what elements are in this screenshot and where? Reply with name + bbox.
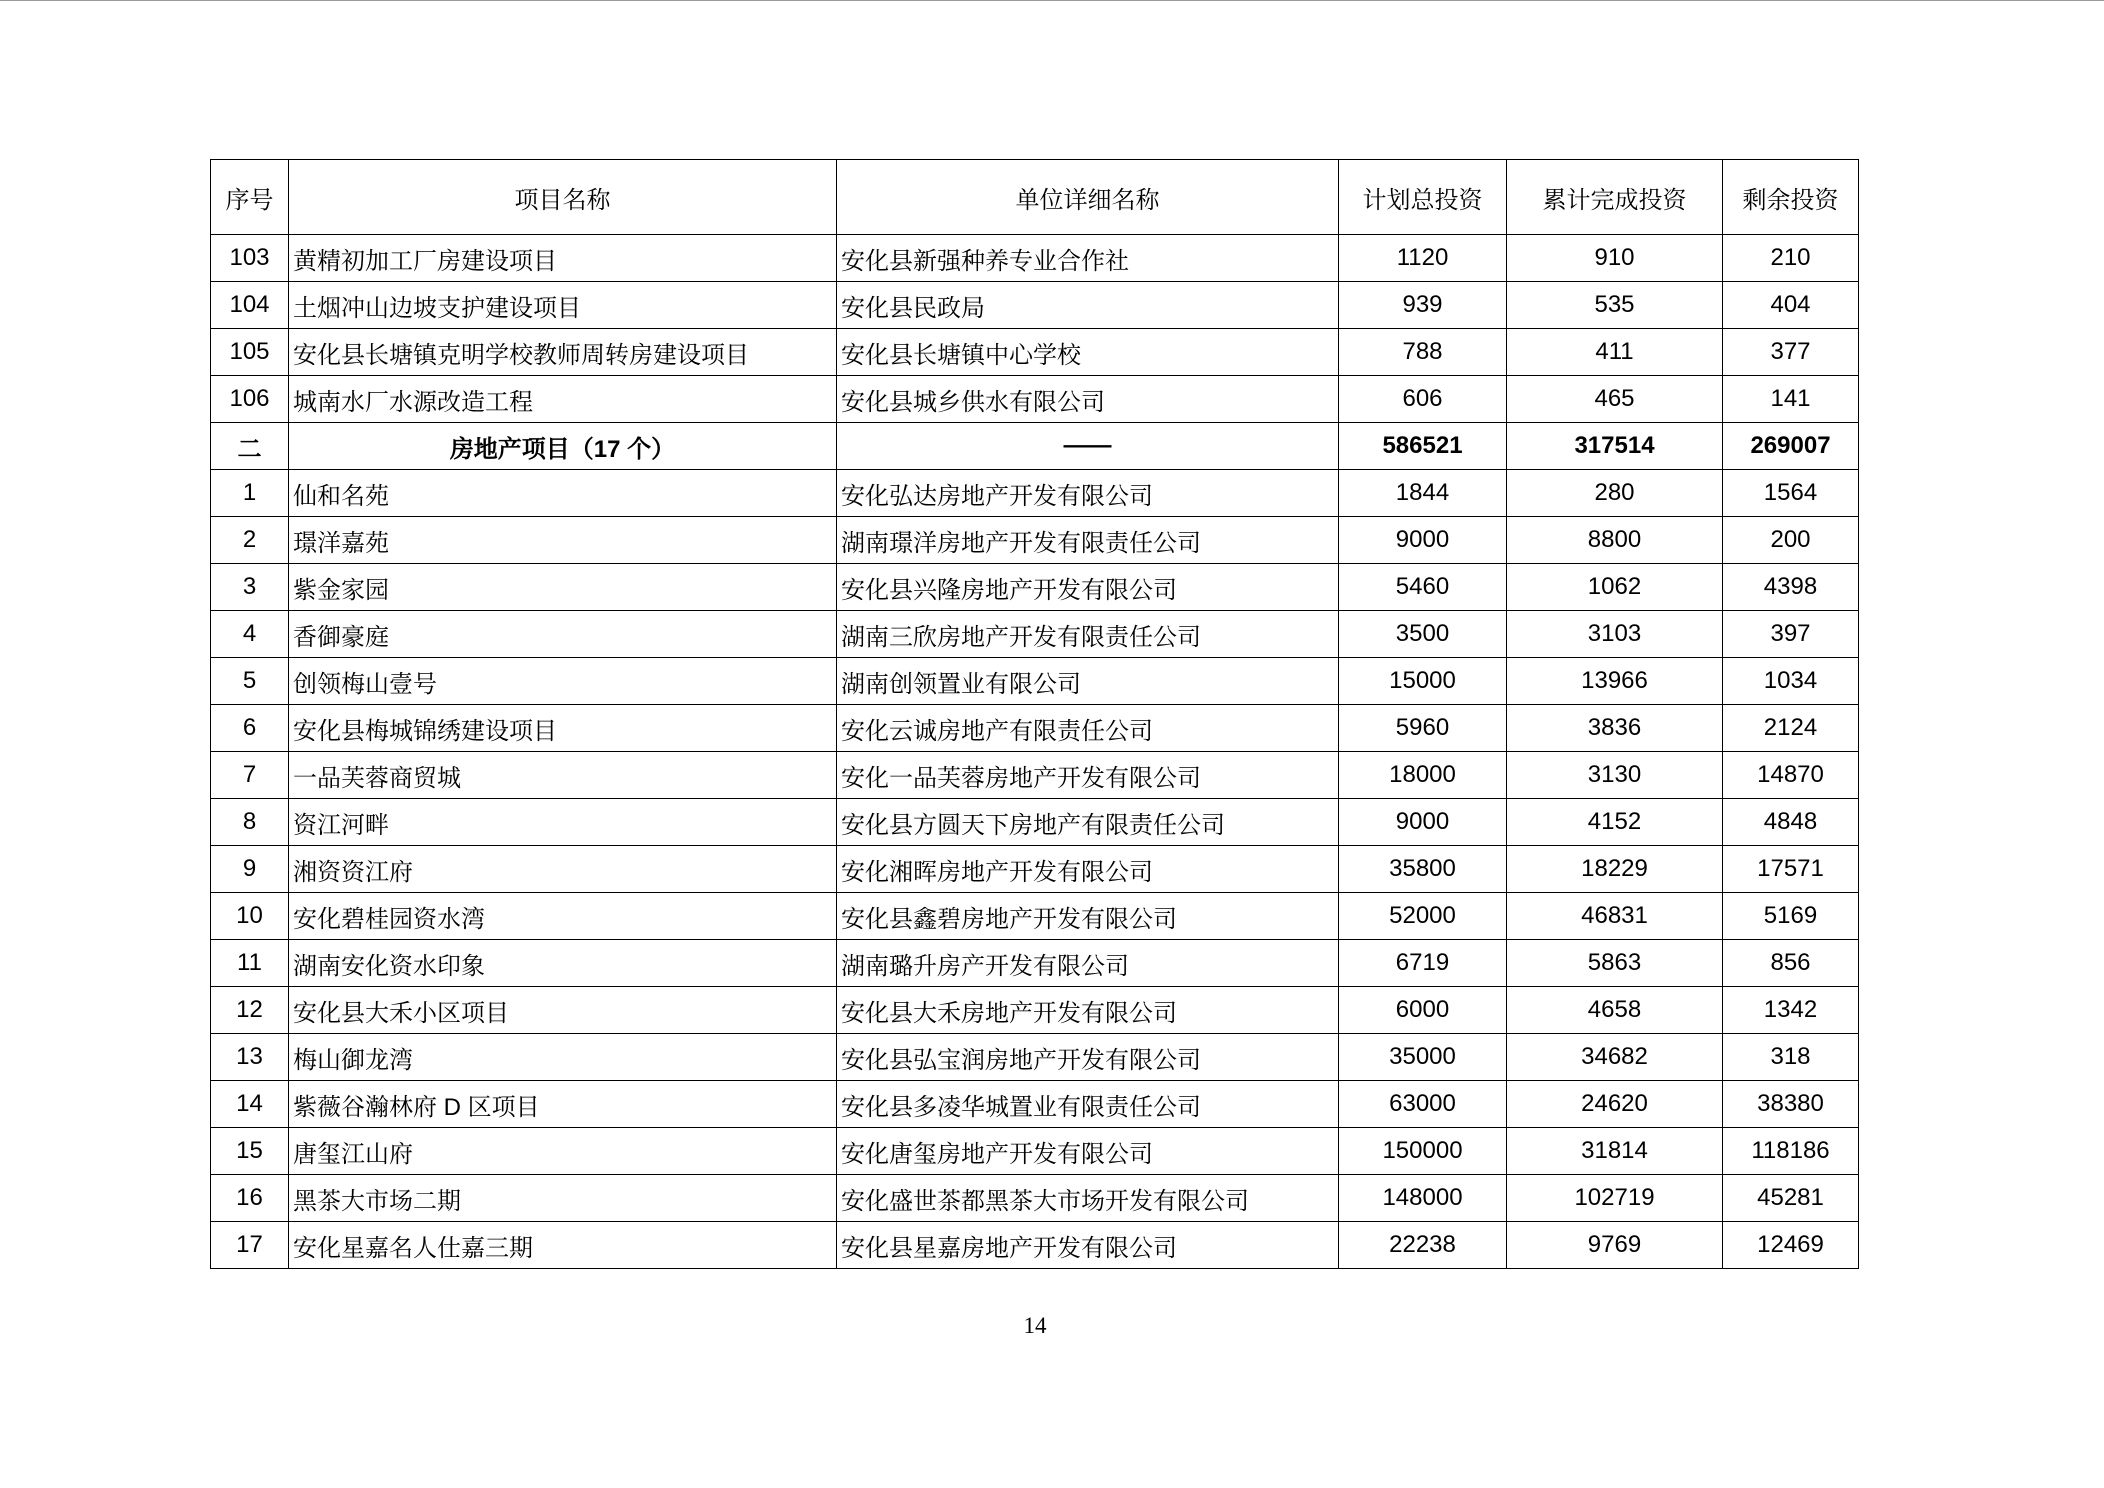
cell-unit-name: 安化弘达房地产开发有限公司: [837, 470, 1339, 517]
cell-unit-name: 安化盛世茶都黑茶大市场开发有限公司: [837, 1175, 1339, 1222]
table-row: [211, 1222, 1859, 1269]
cell-project-name: 湘资资江府: [289, 846, 837, 893]
cell-project-name: 房地产项目（17 个）: [289, 423, 837, 470]
table-row: [211, 705, 1859, 752]
cell-unit-name: 湖南璐升房产开发有限公司: [837, 940, 1339, 987]
cell-no: 2: [211, 517, 289, 564]
cell-planned-investment: 9000: [1339, 799, 1507, 846]
cell-planned-investment: 5960: [1339, 705, 1507, 752]
table-row: [211, 846, 1859, 893]
cell-completed-investment: 3103: [1507, 611, 1723, 658]
cell-project-name: 湖南安化资水印象: [289, 940, 837, 987]
cell-unit-name: 湖南创领置业有限公司: [837, 658, 1339, 705]
cell-remaining-investment: 12469: [1723, 1222, 1859, 1269]
cell-planned-investment: 15000: [1339, 658, 1507, 705]
cell-planned-investment: 52000: [1339, 893, 1507, 940]
cell-remaining-investment: 269007: [1723, 423, 1859, 470]
cell-no: 103: [211, 235, 289, 282]
cell-no: 17: [211, 1222, 289, 1269]
cell-completed-investment: 465: [1507, 376, 1723, 423]
cell-unit-name: 安化县大禾房地产开发有限公司: [837, 987, 1339, 1034]
cell-planned-investment: 606: [1339, 376, 1507, 423]
header-planned-investment: 计划总投资: [1339, 160, 1507, 235]
cell-project-name: 紫金家园: [289, 564, 837, 611]
header-unit-name: 单位详细名称: [837, 160, 1339, 235]
cell-remaining-investment: 141: [1723, 376, 1859, 423]
cell-no: 13: [211, 1034, 289, 1081]
header-no: 序号: [211, 160, 289, 235]
table-header: [211, 160, 1859, 235]
cell-project-name: 黑茶大市场二期: [289, 1175, 837, 1222]
cell-completed-investment: 910: [1507, 235, 1723, 282]
cell-project-name: 资江河畔: [289, 799, 837, 846]
cell-unit-name: 湖南璟洋房地产开发有限责任公司: [837, 517, 1339, 564]
cell-unit-name: 安化县兴隆房地产开发有限公司: [837, 564, 1339, 611]
cell-completed-investment: 24620: [1507, 1081, 1723, 1128]
cell-planned-investment: 3500: [1339, 611, 1507, 658]
table-body: [211, 235, 1859, 1269]
cell-project-name: 土烟冲山边坡支护建设项目: [289, 282, 837, 329]
table-row: [211, 752, 1859, 799]
cell-planned-investment: 939: [1339, 282, 1507, 329]
cell-no: 5: [211, 658, 289, 705]
cell-project-name: 城南水厂水源改造工程: [289, 376, 837, 423]
cell-no: 12: [211, 987, 289, 1034]
cell-remaining-investment: 45281: [1723, 1175, 1859, 1222]
cell-no: 10: [211, 893, 289, 940]
cell-no: 3: [211, 564, 289, 611]
cell-planned-investment: 9000: [1339, 517, 1507, 564]
header-remaining-investment: 剩余投资: [1723, 160, 1859, 235]
cell-completed-investment: 317514: [1507, 423, 1723, 470]
table-row: [211, 893, 1859, 940]
header-project-name: 项目名称: [289, 160, 837, 235]
cell-no: 16: [211, 1175, 289, 1222]
table-row: [211, 517, 1859, 564]
cell-no: 7: [211, 752, 289, 799]
cell-unit-name: 安化唐玺房地产开发有限公司: [837, 1128, 1339, 1175]
cell-project-name: 璟洋嘉苑: [289, 517, 837, 564]
cell-unit-name: 安化湘晖房地产开发有限公司: [837, 846, 1339, 893]
cell-planned-investment: 1844: [1339, 470, 1507, 517]
cell-project-name: 创领梅山壹号: [289, 658, 837, 705]
cell-unit-name: 安化县鑫碧房地产开发有限公司: [837, 893, 1339, 940]
table-row: [211, 235, 1859, 282]
cell-remaining-investment: 5169: [1723, 893, 1859, 940]
cell-project-name: 黄精初加工厂房建设项目: [289, 235, 837, 282]
cell-completed-investment: 4152: [1507, 799, 1723, 846]
page-number: 14: [1023, 1313, 1047, 1338]
table-row: [211, 470, 1859, 517]
cell-unit-name: ——: [837, 423, 1339, 470]
table-row: [211, 564, 1859, 611]
cell-remaining-investment: 14870: [1723, 752, 1859, 799]
cell-project-name: 安化县长塘镇克明学校教师周转房建设项目: [289, 329, 837, 376]
cell-unit-name: 安化县长塘镇中心学校: [837, 329, 1339, 376]
cell-remaining-investment: 4848: [1723, 799, 1859, 846]
cell-unit-name: 安化县星嘉房地产开发有限公司: [837, 1222, 1339, 1269]
cell-no: 6: [211, 705, 289, 752]
cell-no: 106: [211, 376, 289, 423]
table-row: [211, 940, 1859, 987]
cell-remaining-investment: 1564: [1723, 470, 1859, 517]
cell-no: 11: [211, 940, 289, 987]
cell-planned-investment: 6000: [1339, 987, 1507, 1034]
cell-project-name: 安化县梅城锦绣建设项目: [289, 705, 837, 752]
cell-completed-investment: 3836: [1507, 705, 1723, 752]
cell-remaining-investment: 377: [1723, 329, 1859, 376]
investment-table: [210, 159, 1859, 1269]
cell-completed-investment: 46831: [1507, 893, 1723, 940]
cell-completed-investment: 102719: [1507, 1175, 1723, 1222]
cell-planned-investment: 586521: [1339, 423, 1507, 470]
cell-project-name: 安化星嘉名人仕嘉三期: [289, 1222, 837, 1269]
cell-planned-investment: 6719: [1339, 940, 1507, 987]
cell-remaining-investment: 210: [1723, 235, 1859, 282]
cell-project-name: 安化碧桂园资水湾: [289, 893, 837, 940]
cell-unit-name: 安化县多凌华城置业有限责任公司: [837, 1081, 1339, 1128]
cell-planned-investment: 1120: [1339, 235, 1507, 282]
cell-completed-investment: 411: [1507, 329, 1723, 376]
cell-remaining-investment: 856: [1723, 940, 1859, 987]
cell-project-name: 安化县大禾小区项目: [289, 987, 837, 1034]
cell-completed-investment: 5863: [1507, 940, 1723, 987]
cell-completed-investment: 9769: [1507, 1222, 1723, 1269]
section-header-row: [211, 423, 1859, 470]
cell-completed-investment: 18229: [1507, 846, 1723, 893]
table-row: [211, 376, 1859, 423]
cell-no: 104: [211, 282, 289, 329]
cell-project-name: 一品芙蓉商贸城: [289, 752, 837, 799]
cell-remaining-investment: 318: [1723, 1034, 1859, 1081]
cell-project-name: 紫薇谷瀚林府 D 区项目: [289, 1081, 837, 1128]
cell-planned-investment: 148000: [1339, 1175, 1507, 1222]
cell-completed-investment: 3130: [1507, 752, 1723, 799]
page-top-rule: [0, 0, 2104, 1]
cell-remaining-investment: 4398: [1723, 564, 1859, 611]
cell-planned-investment: 63000: [1339, 1081, 1507, 1128]
table-row: [211, 329, 1859, 376]
cell-unit-name: 安化县民政局: [837, 282, 1339, 329]
cell-no: 9: [211, 846, 289, 893]
cell-completed-investment: 34682: [1507, 1034, 1723, 1081]
table-row: [211, 1175, 1859, 1222]
table-row: [211, 799, 1859, 846]
cell-unit-name: 安化一品芙蓉房地产开发有限公司: [837, 752, 1339, 799]
table-row: [211, 611, 1859, 658]
table-row: [211, 1081, 1859, 1128]
cell-planned-investment: 35800: [1339, 846, 1507, 893]
cell-no: 15: [211, 1128, 289, 1175]
cell-no: 1: [211, 470, 289, 517]
cell-planned-investment: 18000: [1339, 752, 1507, 799]
cell-planned-investment: 5460: [1339, 564, 1507, 611]
cell-completed-investment: 535: [1507, 282, 1723, 329]
cell-unit-name: 安化县弘宝润房地产开发有限公司: [837, 1034, 1339, 1081]
cell-unit-name: 安化县方圆天下房地产有限责任公司: [837, 799, 1339, 846]
cell-remaining-investment: 118186: [1723, 1128, 1859, 1175]
cell-remaining-investment: 1034: [1723, 658, 1859, 705]
cell-remaining-investment: 17571: [1723, 846, 1859, 893]
table-row: [211, 987, 1859, 1034]
cell-project-name: 梅山御龙湾: [289, 1034, 837, 1081]
cell-project-name: 香御豪庭: [289, 611, 837, 658]
table-row: [211, 1128, 1859, 1175]
table-row: [211, 282, 1859, 329]
cell-unit-name: 安化云诚房地产有限责任公司: [837, 705, 1339, 752]
cell-completed-investment: 31814: [1507, 1128, 1723, 1175]
cell-remaining-investment: 397: [1723, 611, 1859, 658]
cell-completed-investment: 8800: [1507, 517, 1723, 564]
cell-project-name: 仙和名苑: [289, 470, 837, 517]
header-row: [211, 160, 1859, 235]
table-row: [211, 1034, 1859, 1081]
cell-no: 8: [211, 799, 289, 846]
cell-remaining-investment: 404: [1723, 282, 1859, 329]
cell-remaining-investment: 2124: [1723, 705, 1859, 752]
cell-unit-name: 安化县城乡供水有限公司: [837, 376, 1339, 423]
cell-completed-investment: 280: [1507, 470, 1723, 517]
header-completed-investment: 累计完成投资: [1507, 160, 1723, 235]
cell-remaining-investment: 200: [1723, 517, 1859, 564]
cell-completed-investment: 4658: [1507, 987, 1723, 1034]
cell-planned-investment: 150000: [1339, 1128, 1507, 1175]
cell-project-name: 唐玺江山府: [289, 1128, 837, 1175]
cell-planned-investment: 35000: [1339, 1034, 1507, 1081]
cell-no: 4: [211, 611, 289, 658]
cell-unit-name: 湖南三欣房地产开发有限责任公司: [837, 611, 1339, 658]
cell-unit-name: 安化县新强种养专业合作社: [837, 235, 1339, 282]
cell-remaining-investment: 38380: [1723, 1081, 1859, 1128]
table-row: [211, 658, 1859, 705]
cell-planned-investment: 788: [1339, 329, 1507, 376]
cell-no: 14: [211, 1081, 289, 1128]
cell-completed-investment: 13966: [1507, 658, 1723, 705]
cell-remaining-investment: 1342: [1723, 987, 1859, 1034]
cell-planned-investment: 22238: [1339, 1222, 1507, 1269]
cell-completed-investment: 1062: [1507, 564, 1723, 611]
cell-no: 二: [211, 423, 289, 470]
cell-no: 105: [211, 329, 289, 376]
